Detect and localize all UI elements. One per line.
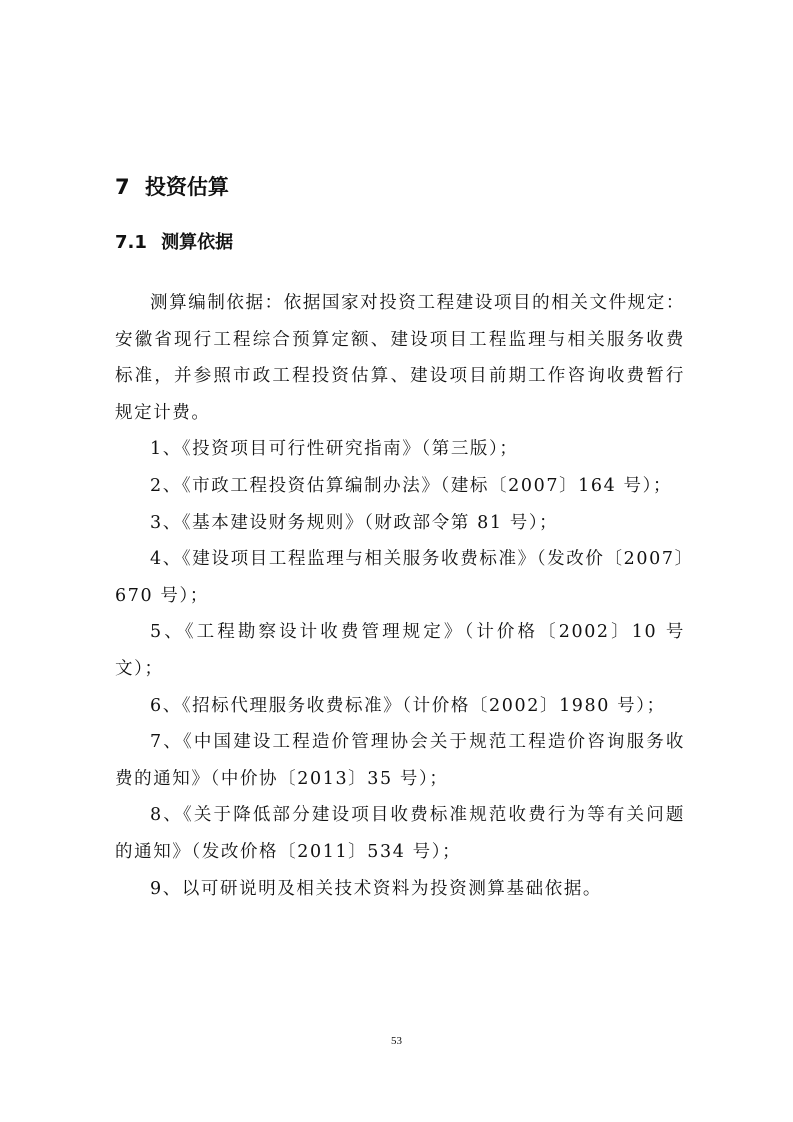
list-item: 3、《基本建设财务规则》（财政部令第 81 号）；	[150, 512, 559, 533]
list-item: 6、《招标代理服务收费标准》（计价格〔2002〕1980 号）；	[150, 695, 666, 716]
section-title: 投资估算	[144, 175, 229, 199]
subsection-number: 7.1	[115, 232, 147, 253]
list-item: 4、《建设项目工程监理与相关服务收费标准》（发改价〔2007〕670 号）；	[115, 549, 685, 606]
list-item: 5、《工程勘察设计收费管理规定》（计价格〔2002〕10 号文）；	[115, 622, 685, 679]
list-item: 1、《投资项目可行性研究指南》（第三版）；	[150, 439, 519, 460]
subsection-heading	[115, 229, 233, 257]
list-item: 7、《中国建设工程造价管理协会关于规范工程造价咨询服务收费的通知》（中价协〔2013〕35 号）；	[115, 732, 685, 789]
intro-paragraph: 测算编制依据：依据国家对投资工程建设项目的相关文件规定：安徽省现行工程综合预算定额、建设项目工程监理与相关服务收费标准，并参照市政工程投资估算、建设项目前期工作咨询收费暂行规定计费。	[115, 293, 685, 423]
list-item: 9、以可研说明及相关技术资料为投资测算基础依据。	[150, 878, 603, 899]
subsection-title: 测算依据	[161, 232, 234, 253]
list-item: 8、《关于降低部分建设项目收费标准规范收费行为等有关问题的通知》（发改价格〔2011〕534 号）；	[115, 805, 685, 862]
page-number: 53	[391, 1035, 402, 1047]
list-item: 2、《市政工程投资估算编制办法》（建标〔2007〕164 号）；	[150, 475, 673, 496]
section-number: 7	[115, 175, 130, 199]
section-heading	[115, 172, 229, 202]
body-text	[115, 285, 685, 907]
